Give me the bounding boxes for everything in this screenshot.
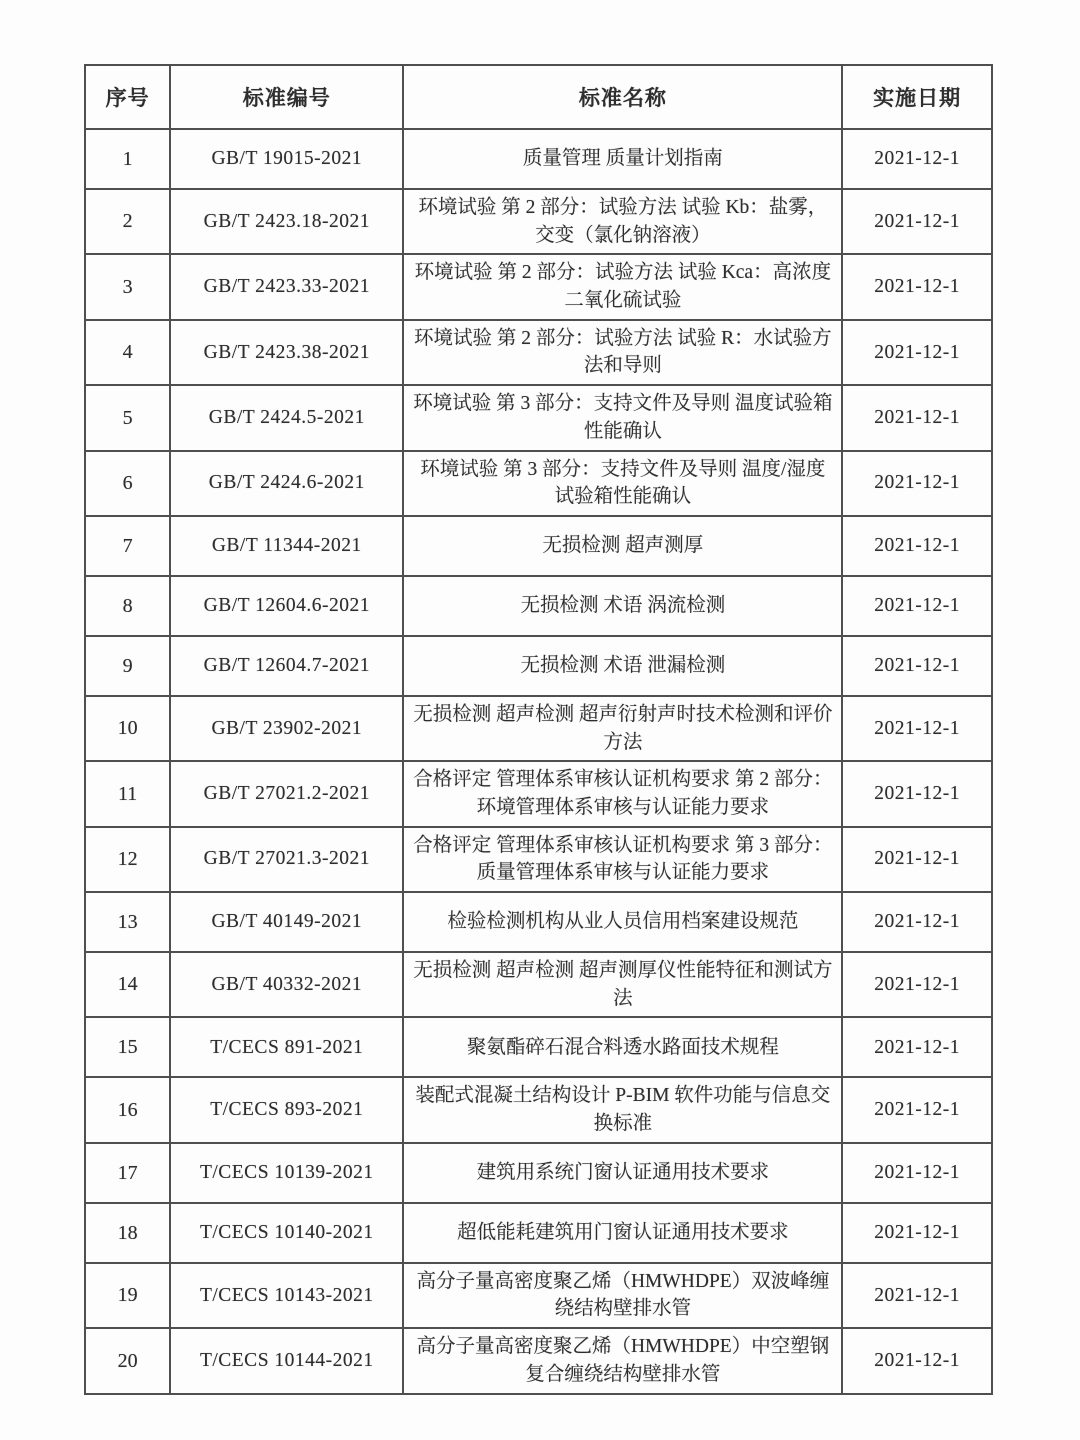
cell-implementation-date: 2021-12-1 — [842, 636, 992, 696]
column-header-standard-name: 标准名称 — [403, 65, 842, 129]
table-row — [85, 1017, 992, 1077]
cell-serial: 17 — [85, 1143, 170, 1203]
table-row — [85, 576, 992, 636]
cell-implementation-date: 2021-12-1 — [842, 451, 992, 516]
cell-implementation-date: 2021-12-1 — [842, 516, 992, 576]
table-row — [85, 827, 992, 892]
cell-serial: 16 — [85, 1077, 170, 1142]
cell-standard-name: 建筑用系统门窗认证通用技术要求 — [403, 1143, 842, 1203]
cell-standard-code: GB/T 23902-2021 — [170, 696, 403, 761]
cell-serial: 11 — [85, 761, 170, 826]
cell-implementation-date: 2021-12-1 — [842, 320, 992, 385]
table-row — [85, 254, 992, 319]
cell-standard-code: GB/T 2423.38-2021 — [170, 320, 403, 385]
cell-implementation-date: 2021-12-1 — [842, 1077, 992, 1142]
cell-standard-name: 装配式混凝土结构设计 P-BIM 软件功能与信息交换标准 — [403, 1077, 842, 1142]
cell-standard-code: GB/T 27021.2-2021 — [170, 761, 403, 826]
table-row — [85, 892, 992, 952]
cell-implementation-date: 2021-12-1 — [842, 254, 992, 319]
cell-standard-code: GB/T 2423.18-2021 — [170, 189, 403, 254]
cell-standard-name: 环境试验 第 2 部分：试验方法 试验 R：水试验方法和导则 — [403, 320, 842, 385]
cell-serial: 1 — [85, 129, 170, 189]
column-header-serial: 序号 — [85, 65, 170, 129]
cell-standard-code: GB/T 12604.6-2021 — [170, 576, 403, 636]
cell-standard-code: T/CECS 10143-2021 — [170, 1263, 403, 1328]
table-row — [85, 1263, 992, 1328]
cell-standard-name: 无损检测 超声测厚 — [403, 516, 842, 576]
cell-implementation-date: 2021-12-1 — [842, 576, 992, 636]
cell-standard-name: 超低能耗建筑用门窗认证通用技术要求 — [403, 1203, 842, 1263]
table-row — [85, 516, 992, 576]
cell-standard-code: T/CECS 10139-2021 — [170, 1143, 403, 1203]
cell-serial: 2 — [85, 189, 170, 254]
cell-standard-code: T/CECS 10144-2021 — [170, 1328, 403, 1393]
table-row — [85, 761, 992, 826]
table-row — [85, 320, 992, 385]
table-row — [85, 636, 992, 696]
table-header — [85, 65, 992, 129]
cell-standard-name: 无损检测 超声检测 超声测厚仪性能特征和测试方法 — [403, 952, 842, 1017]
cell-standard-code: GB/T 11344-2021 — [170, 516, 403, 576]
cell-standard-name: 检验检测机构从业人员信用档案建设规范 — [403, 892, 842, 952]
table-body — [85, 129, 992, 1394]
cell-standard-name: 聚氨酯碎石混合料透水路面技术规程 — [403, 1017, 842, 1077]
cell-standard-name: 环境试验 第 3 部分：支持文件及导则 温度试验箱性能确认 — [403, 385, 842, 450]
cell-implementation-date: 2021-12-1 — [842, 892, 992, 952]
column-header-implementation-date: 实施日期 — [842, 65, 992, 129]
cell-serial: 13 — [85, 892, 170, 952]
cell-serial: 7 — [85, 516, 170, 576]
cell-serial: 12 — [85, 827, 170, 892]
cell-serial: 8 — [85, 576, 170, 636]
cell-implementation-date: 2021-12-1 — [842, 952, 992, 1017]
cell-serial: 18 — [85, 1203, 170, 1263]
cell-serial: 15 — [85, 1017, 170, 1077]
cell-standard-code: GB/T 12604.7-2021 — [170, 636, 403, 696]
cell-standard-name: 高分子量高密度聚乙烯（HMWHDPE）中空塑钢复合缠绕结构壁排水管 — [403, 1328, 842, 1393]
cell-implementation-date: 2021-12-1 — [842, 761, 992, 826]
cell-implementation-date: 2021-12-1 — [842, 189, 992, 254]
cell-serial: 14 — [85, 952, 170, 1017]
cell-implementation-date: 2021-12-1 — [842, 1017, 992, 1077]
cell-serial: 5 — [85, 385, 170, 450]
cell-standard-name: 无损检测 超声检测 超声衍射声时技术检测和评价方法 — [403, 696, 842, 761]
cell-standard-code: GB/T 40149-2021 — [170, 892, 403, 952]
cell-standard-code: GB/T 2424.6-2021 — [170, 451, 403, 516]
header-row — [85, 65, 992, 129]
cell-standard-code: GB/T 19015-2021 — [170, 129, 403, 189]
cell-standard-code: T/CECS 891-2021 — [170, 1017, 403, 1077]
cell-implementation-date: 2021-12-1 — [842, 1328, 992, 1393]
cell-serial: 19 — [85, 1263, 170, 1328]
cell-standard-code: GB/T 40332-2021 — [170, 952, 403, 1017]
cell-standard-name: 环境试验 第 3 部分：支持文件及导则 温度/湿度试验箱性能确认 — [403, 451, 842, 516]
table-row — [85, 696, 992, 761]
table-row — [85, 1328, 992, 1393]
table-row — [85, 952, 992, 1017]
cell-implementation-date: 2021-12-1 — [842, 129, 992, 189]
cell-implementation-date: 2021-12-1 — [842, 1143, 992, 1203]
cell-standard-name: 环境试验 第 2 部分：试验方法 试验 Kca：高浓度二氧化硫试验 — [403, 254, 842, 319]
cell-standard-code: GB/T 2424.5-2021 — [170, 385, 403, 450]
cell-implementation-date: 2021-12-1 — [842, 696, 992, 761]
cell-standard-name: 环境试验 第 2 部分：试验方法 试验 Kb：盐雾，交变（氯化钠溶液） — [403, 189, 842, 254]
table-row — [85, 189, 992, 254]
table-row — [85, 451, 992, 516]
cell-serial: 3 — [85, 254, 170, 319]
cell-implementation-date: 2021-12-1 — [842, 1203, 992, 1263]
cell-standard-name: 合格评定 管理体系审核认证机构要求 第 2 部分：环境管理体系审核与认证能力要求 — [403, 761, 842, 826]
cell-standard-name: 高分子量高密度聚乙烯（HMWHDPE）双波峰缠绕结构壁排水管 — [403, 1263, 842, 1328]
table-row — [85, 1203, 992, 1263]
cell-implementation-date: 2021-12-1 — [842, 385, 992, 450]
column-header-standard-code: 标准编号 — [170, 65, 403, 129]
cell-implementation-date: 2021-12-1 — [842, 1263, 992, 1328]
table-row — [85, 1077, 992, 1142]
cell-standard-code: T/CECS 893-2021 — [170, 1077, 403, 1142]
table-row — [85, 385, 992, 450]
cell-serial: 10 — [85, 696, 170, 761]
cell-serial: 20 — [85, 1328, 170, 1393]
table-row — [85, 129, 992, 189]
cell-standard-code: GB/T 2423.33-2021 — [170, 254, 403, 319]
cell-standard-code: GB/T 27021.3-2021 — [170, 827, 403, 892]
standards-table — [84, 64, 993, 1395]
cell-standard-name: 合格评定 管理体系审核认证机构要求 第 3 部分：质量管理体系审核与认证能力要求 — [403, 827, 842, 892]
cell-standard-name: 质量管理 质量计划指南 — [403, 129, 842, 189]
cell-standard-name: 无损检测 术语 涡流检测 — [403, 576, 842, 636]
cell-implementation-date: 2021-12-1 — [842, 827, 992, 892]
cell-standard-code: T/CECS 10140-2021 — [170, 1203, 403, 1263]
cell-serial: 4 — [85, 320, 170, 385]
cell-standard-name: 无损检测 术语 泄漏检测 — [403, 636, 842, 696]
cell-serial: 9 — [85, 636, 170, 696]
table-row — [85, 1143, 992, 1203]
cell-serial: 6 — [85, 451, 170, 516]
